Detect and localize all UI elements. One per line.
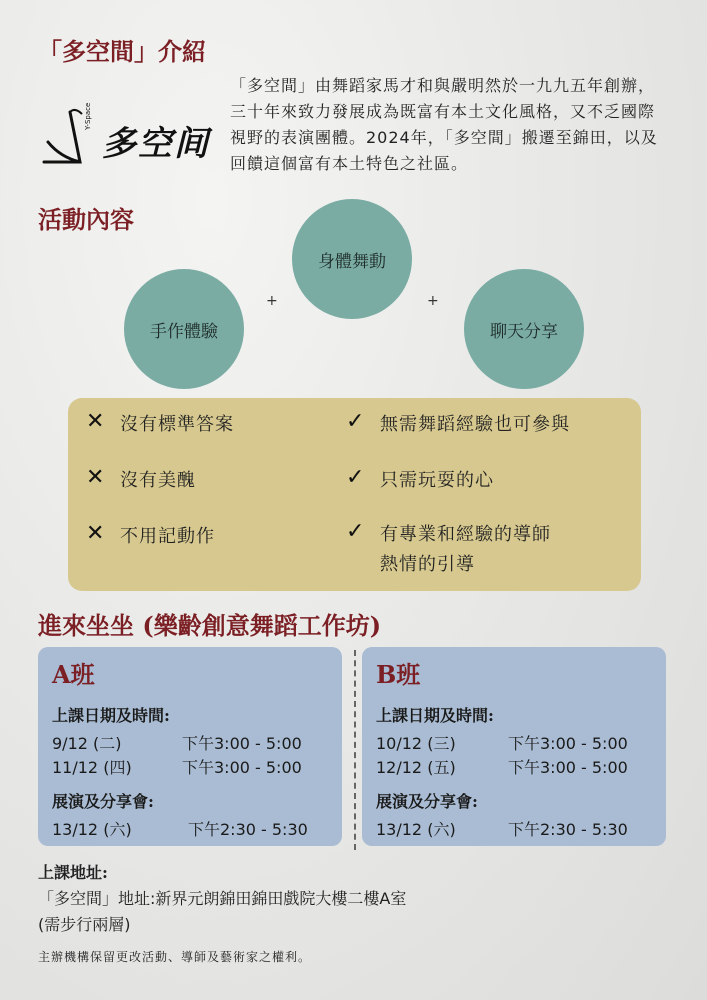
feature-not-1 (86, 410, 234, 440)
check-icon: ✓ (346, 465, 366, 490)
divider (354, 650, 356, 850)
logo-text: 多空间 (102, 124, 210, 164)
circle-craft (124, 269, 244, 389)
show-label: 展演及分享會: (376, 792, 478, 811)
feature-not-2 (86, 466, 196, 496)
dates-label: 上課日期及時間: (376, 706, 494, 725)
dates-label: 上課日期及時間: (52, 706, 170, 725)
cross-icon: ✕ (86, 465, 106, 490)
class-a-card (38, 647, 342, 846)
class-a-title: A班 (52, 660, 95, 689)
intro-paragraph: 「多空間」由舞蹈家馬才和與嚴明然於一九九五年創辦，三十年來致力發展成為既富有本土文化風格，又不乏國際視野的表演團體。2024年，「多空間」搬遷至錦田，以及回饋這個富有本土特色之社區。 (230, 76, 658, 173)
circle-chat-label: 聊天分享 (490, 321, 558, 342)
address-text: 「多空間」地址:新界元朗錦田錦田戲院大樓二樓A室 (38, 889, 407, 908)
class-b-title: B班 (376, 660, 421, 689)
session-time: 下午3:00 - 5:00 (182, 734, 302, 753)
feature-yes-3 (346, 520, 551, 580)
show-label: 展演及分享會: (52, 792, 154, 811)
session-row (52, 755, 302, 778)
show-date: 13/12 (六) (52, 820, 132, 839)
features-box (68, 398, 641, 591)
session-title: 進來坐坐 (樂齡創意舞蹈工作坊) (38, 611, 382, 640)
feature-yes-line-1: 有專業和經驗的導師 (380, 524, 551, 545)
session-time: 下午3:00 - 5:00 (508, 734, 628, 753)
feature-not-3 (86, 522, 215, 552)
session-row (52, 731, 302, 754)
feature-yes-2 (346, 466, 494, 496)
class-b-card (362, 647, 666, 846)
cross-icon: ✕ (86, 409, 106, 434)
disclaimer: 主辦機構保留更改活動、導師及藝術家之權利。 (38, 950, 312, 964)
plus-sign: + (427, 293, 439, 309)
show-date: 13/12 (六) (376, 820, 456, 839)
check-icon: ✓ (346, 519, 366, 544)
circle-craft-label: 手作體驗 (150, 321, 218, 342)
circle-chat (464, 269, 584, 389)
activity-title: 活動內容 (38, 205, 134, 234)
session-date: 11/12 (四) (52, 758, 132, 777)
show-time: 下午2:30 - 5:30 (188, 820, 308, 839)
check-icon: ✓ (346, 409, 366, 434)
feature-yes-label: 無需舞蹈經驗也可參與 (380, 414, 570, 435)
address-label: 上課地址: (38, 863, 108, 882)
show-row (376, 817, 628, 840)
show-time: 下午2:30 - 5:30 (508, 820, 628, 839)
session-row (376, 731, 628, 754)
cross-icon: ✕ (86, 521, 106, 546)
feature-not-label: 沒有標準答案 (120, 414, 234, 435)
session-time: 下午3:00 - 5:00 (182, 758, 302, 777)
feature-yes-1 (346, 410, 570, 440)
plus-sign: + (266, 293, 278, 309)
feature-yes-line-2: 熱情的引導 (380, 554, 475, 575)
logo-small-text: Y-Space (84, 102, 92, 130)
circle-dance (292, 199, 412, 319)
feature-not-label: 不用記動作 (120, 526, 215, 547)
session-date: 10/12 (三) (376, 734, 456, 753)
intro-title: 「多空間」介紹 (38, 37, 206, 66)
show-row (52, 817, 308, 840)
logo (40, 102, 210, 172)
feature-yes-label (380, 520, 551, 580)
session-row (376, 755, 628, 778)
feature-not-label: 沒有美醜 (120, 470, 196, 491)
session-date: 9/12 (二) (52, 734, 122, 753)
circle-dance-label: 身體舞動 (318, 251, 386, 272)
address-note: (需步行兩層) (38, 915, 131, 934)
feature-yes-label: 只需玩耍的心 (380, 470, 494, 491)
session-date: 12/12 (五) (376, 758, 456, 777)
session-time: 下午3:00 - 5:00 (508, 758, 628, 777)
